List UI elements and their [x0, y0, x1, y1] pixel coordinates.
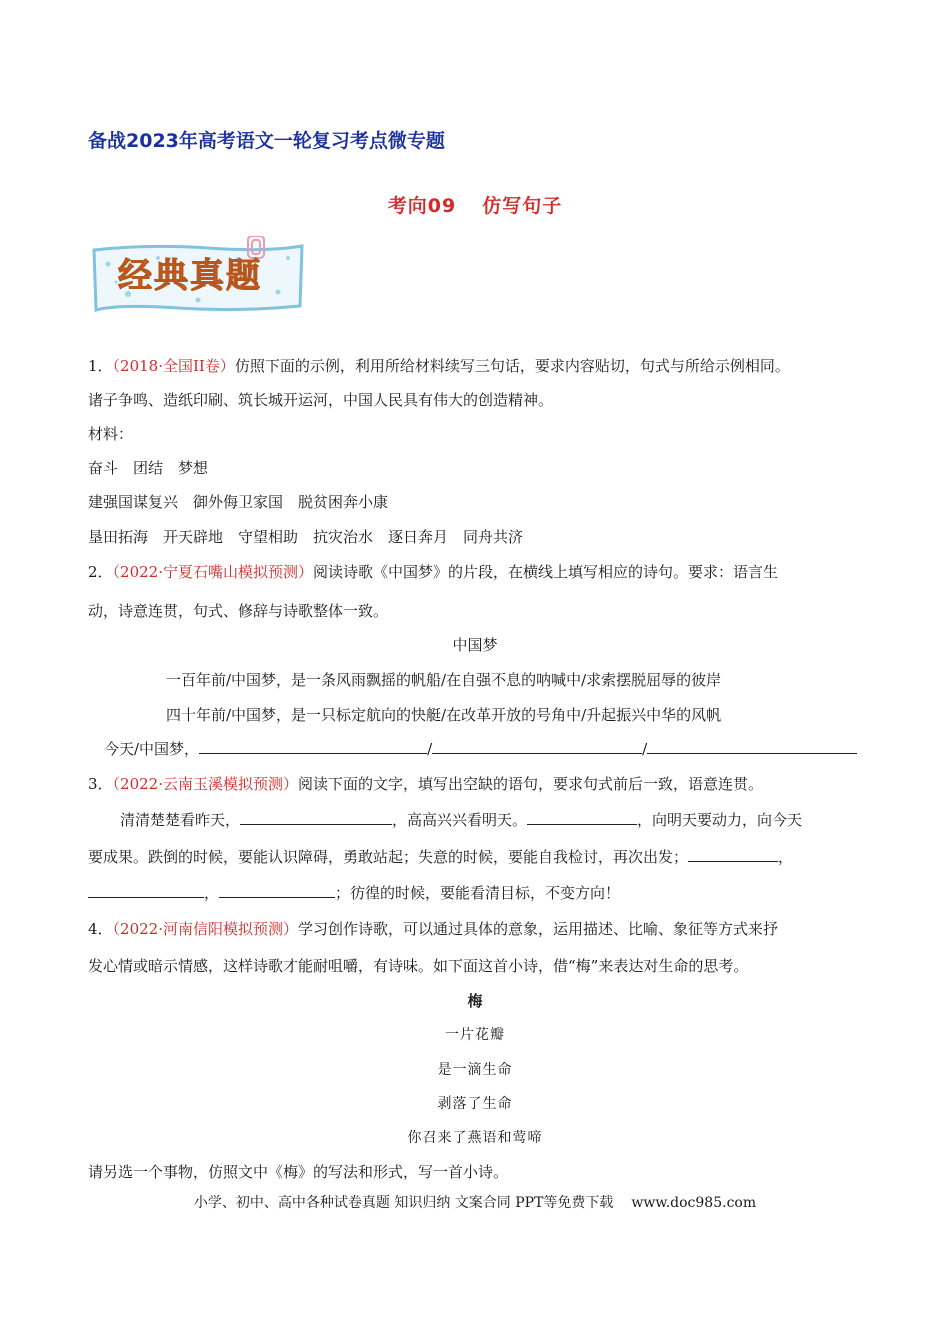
q3-blank-2[interactable] — [527, 810, 637, 825]
q3-blank-1[interactable] — [240, 810, 392, 825]
q4-poem-line-2: 是一滴生命 — [437, 1062, 513, 1078]
q4-poem-line-1: 一片花瓣 — [445, 1027, 505, 1043]
q2-source: （2022·宁夏石嘴山模拟预测） — [112, 563, 313, 581]
q1-material-1: 奋斗 团结 梦想 — [88, 459, 209, 477]
q2-poem-line-2: 四十年前/中国梦，是一只标定航向的快艇/在改革开放的号角中/升起振兴中华的风帆 — [166, 706, 722, 724]
q2-prompt: 2．（2022·宁夏石嘴山模拟预测）阅读诗歌《中国梦》的片段，在横线上填写相应的诗句。要求：语言生 — [88, 563, 779, 581]
q4-source: （2022·河南信阳模拟预测） — [112, 920, 298, 938]
q2-blank-3[interactable] — [647, 739, 857, 754]
footer-url[interactable]: www.doc985.com — [631, 1195, 757, 1211]
q3-paragraph-line-3: ， ；彷徨的时候，要能看清目标，不变方向！ — [88, 883, 620, 903]
page-footer — [0, 1192, 950, 1212]
topic-title — [0, 191, 950, 218]
q4-poem-line-4: 你召来了燕语和莺啼 — [407, 1130, 543, 1146]
q2-prompt-cont: 动，诗意连贯，句式、修辞与诗歌整体一致。 — [88, 602, 389, 620]
q4-poem-title: 梅 — [467, 992, 483, 1010]
series-title: 备战2023年高考语文一轮复习考点微专题 — [88, 130, 445, 152]
q2-poem-line-3: 今天/中国梦， / / — [104, 739, 857, 759]
q3-blank-4[interactable] — [88, 883, 204, 898]
q2-poem-title: 中国梦 — [452, 636, 498, 654]
q1-example: 诸子争鸣、造纸印刷、筑长城开运河，中国人民具有伟大的创造精神。 — [88, 391, 554, 409]
q1-material-2: 建强国谋复兴 御外侮卫家国 脱贫困奔小康 — [88, 493, 389, 511]
q3-blank-5[interactable] — [219, 883, 335, 898]
q4-prompt-cont: 发心情或暗示情感，这样诗歌才能耐咀嚼，有诗味。如下面这首小诗，借“梅”来表达对生命的思考。 — [88, 957, 749, 975]
q1-material-3: 垦田拓海 开天辟地 守望相助 抗灾治水 逐日奔月 同舟共济 — [88, 528, 524, 546]
topic-code: 考向09 — [387, 195, 457, 217]
q1-prompt: 1．（2018·全国II卷）仿照下面的示例，利用所给材料续写三句话，要求内容贴切，句式与所给示例相同。 — [88, 357, 790, 375]
q3-prompt: 3．（2022·云南玉溪模拟预测）阅读下面的文字，填写出空缺的语句，要求句式前后一致，语意连贯。 — [88, 775, 764, 793]
topic-name: 仿写句子 — [482, 195, 563, 217]
q1-source: （2018·全国II卷） — [112, 357, 235, 375]
q3-paragraph-line-1: 清清楚楚看昨天， ，高高兴兴看明天。 ，向明天要动力，向今天 — [120, 811, 803, 829]
q3-blank-3[interactable] — [688, 847, 778, 862]
q1-material-label: 材料： — [88, 425, 134, 443]
q2-blank-2[interactable] — [432, 739, 642, 754]
q4-prompt: 4．（2022·河南信阳模拟预测）学习创作诗歌，可以通过具体的意象，运用描述、比喻、象征等方式来抒 — [88, 920, 779, 938]
q2-blank-1[interactable] — [199, 739, 427, 754]
q3-source: （2022·云南玉溪模拟预测） — [112, 775, 298, 793]
q4-task: 请另选一个事物，仿照文中《梅》的写法和形式，写一首小诗。 — [88, 1163, 509, 1181]
q4-poem-line-3: 剥落了生命 — [437, 1096, 513, 1112]
banner-text: 经典真题 — [118, 256, 262, 296]
q2-poem-line-1: 一百年前/中国梦，是一条风雨飘摇的帆船/在自强不息的呐喊中/求索摆脱屈辱的彼岸 — [166, 671, 722, 689]
q3-paragraph-line-2: 要成果。跌倒的时候，要能认识障碍，勇敢站起；失意的时候，要能自我检讨，再次出发； ， — [88, 848, 794, 866]
footer-text: 小学、初中、高中各种试卷真题 知识归纳 文案合同 PPT等免费下载 — [193, 1195, 614, 1211]
classic-exam-banner — [88, 236, 308, 318]
